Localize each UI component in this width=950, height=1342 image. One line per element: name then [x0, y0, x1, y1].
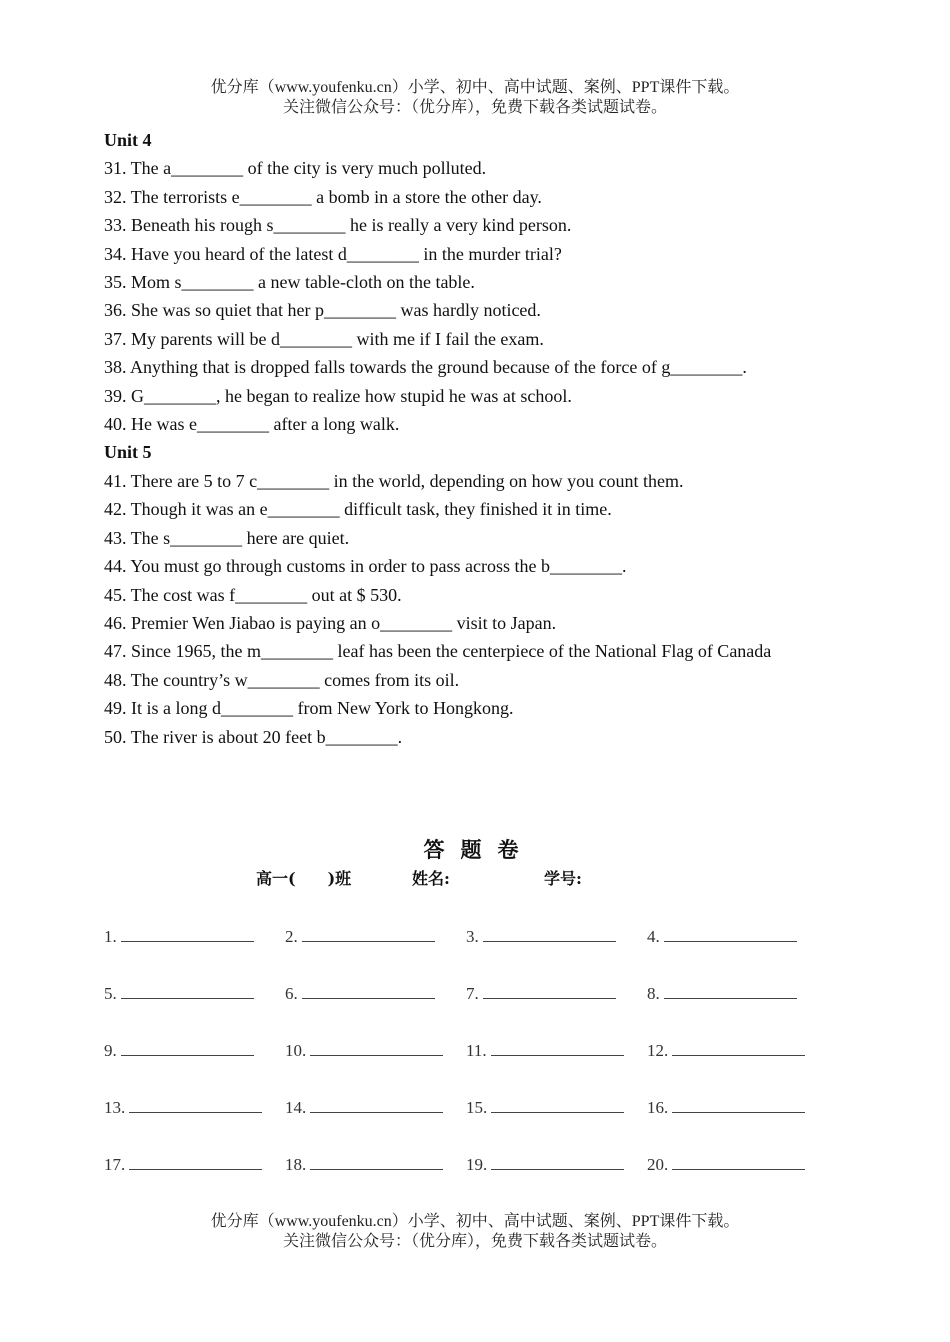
answer-blank[interactable] — [664, 925, 797, 942]
answer-number: 10. — [285, 1041, 307, 1060]
answer-blank[interactable] — [121, 925, 254, 942]
answer-blank[interactable] — [121, 1039, 254, 1056]
question-40: 40. He was e________ after a long walk. — [104, 414, 400, 435]
answer-blank[interactable] — [491, 1039, 624, 1056]
answer-number: 20. — [647, 1155, 669, 1174]
answer-number: 15. — [466, 1098, 488, 1117]
answer-blank[interactable] — [664, 982, 797, 999]
answer-number: 14. — [285, 1098, 307, 1117]
name-label: 姓名: — [412, 869, 450, 888]
answer-number: 7. — [466, 984, 479, 1003]
footer-line-1: 优分库（www.youfenku.cn）小学、初中、高中试题、案例、PPT课件下载。 — [210, 1213, 740, 1230]
answer-blank[interactable] — [483, 925, 616, 942]
answer-cell — [647, 1096, 805, 1119]
question-50: 50. The river is about 20 feet b________. — [104, 726, 403, 747]
answer-cell — [104, 1153, 262, 1176]
page-header — [0, 78, 950, 118]
answer-cell — [466, 1096, 624, 1119]
question-41: 41. There are 5 to 7 c________ in the world, depending on how you count them. — [104, 470, 684, 491]
unit-4-title: Unit 4 — [104, 130, 152, 150]
student-number-label: 学号: — [544, 869, 582, 888]
answer-cell — [285, 1039, 443, 1062]
answer-blank[interactable] — [491, 1153, 624, 1170]
answer-blank[interactable] — [310, 1153, 443, 1170]
question-31: 31. The a________ of the city is very much polluted. — [104, 158, 487, 179]
answer-blank[interactable] — [672, 1153, 805, 1170]
answer-blank[interactable] — [672, 1039, 805, 1056]
answer-number: 5. — [104, 984, 117, 1003]
question-47: 47. Since 1965, the m________ leaf has been the centerpiece of the National Flag of Canada — [104, 641, 772, 662]
answer-blank[interactable] — [672, 1096, 805, 1113]
answer-cell — [647, 925, 797, 948]
question-49: 49. It is a long d________ from New York to Hongkong. — [104, 698, 514, 719]
answer-number: 13. — [104, 1098, 126, 1117]
student-info — [256, 866, 582, 889]
answer-row — [104, 982, 824, 1039]
question-46: 46. Premier Wen Jiabao is paying an o________ visit to Japan. — [104, 612, 557, 633]
answer-blank[interactable] — [310, 1096, 443, 1113]
answer-blank[interactable] — [302, 982, 435, 999]
answer-cell — [285, 925, 435, 948]
answer-blank[interactable] — [483, 982, 616, 999]
footer-line-2: 关注微信公众号：（优分库），免费下载各类试题试卷。 — [282, 1233, 667, 1250]
question-35: 35. Mom s________ a new table-cloth on the table. — [104, 272, 475, 293]
page-footer — [0, 1212, 950, 1252]
answer-blank[interactable] — [491, 1096, 624, 1113]
answer-grid — [104, 925, 824, 1210]
question-45: 45. The cost was f________ out at $ 530. — [104, 584, 402, 605]
question-38: 38. Anything that is dropped falls towards the ground because of the force of g________. — [104, 357, 747, 378]
answer-number: 16. — [647, 1098, 669, 1117]
answer-sheet-title: 答题卷 — [423, 837, 535, 862]
answer-number: 18. — [285, 1155, 307, 1174]
answer-cell — [647, 1153, 805, 1176]
answer-number: 17. — [104, 1155, 126, 1174]
answer-row — [104, 925, 824, 982]
answer-number: 1. — [104, 927, 117, 946]
answer-number: 2. — [285, 927, 298, 946]
question-48: 48. The country’s w________ comes from its oil. — [104, 669, 460, 690]
question-42: 42. Though it was an e________ difficult task, they finished it in time. — [104, 499, 612, 520]
question-36: 36. She was so quiet that her p________ was hardly noticed. — [104, 300, 541, 321]
answer-cell — [104, 925, 254, 948]
answer-number: 9. — [104, 1041, 117, 1060]
unit-5-title: Unit 5 — [104, 442, 152, 463]
question-39: 39. G________, he began to realize how stupid he was at school. — [104, 385, 572, 406]
answer-number: 12. — [647, 1041, 669, 1060]
answer-number: 6. — [285, 984, 298, 1003]
answer-cell — [104, 1039, 254, 1062]
answer-blank[interactable] — [129, 1096, 262, 1113]
answer-cell — [466, 1039, 624, 1062]
answer-number: 4. — [647, 927, 660, 946]
question-33: 33. Beneath his rough s________ he is really a very kind person. — [104, 215, 572, 236]
answer-blank[interactable] — [302, 925, 435, 942]
answer-number: 3. — [466, 927, 479, 946]
answer-cell — [104, 1096, 262, 1119]
answer-number: 8. — [647, 984, 660, 1003]
answer-cell — [285, 982, 435, 1005]
question-37: 37. My parents will be d________ with me if I fail the exam. — [104, 328, 544, 349]
question-44: 44. You must go through customs in order to pass across the b________. — [104, 556, 627, 577]
question-34: 34. Have you heard of the latest d________ in the murder trial? — [104, 243, 562, 264]
answer-number: 11. — [466, 1041, 487, 1060]
header-line-2: 关注微信公众号：（优分库），免费下载各类试题试卷。 — [282, 99, 667, 116]
answer-cell — [647, 982, 797, 1005]
answer-row — [104, 1039, 824, 1096]
class-label: 高一( )班 — [256, 869, 352, 888]
answer-blank[interactable] — [310, 1039, 443, 1056]
answer-cell — [647, 1039, 805, 1062]
answer-cell — [466, 1153, 624, 1176]
question-32: 32. The terrorists e________ a bomb in a store the other day. — [104, 186, 542, 207]
questions-section — [104, 126, 904, 751]
question-43: 43. The s________ here are quiet. — [104, 527, 350, 548]
header-line-1: 优分库（www.youfenku.cn）小学、初中、高中试题、案例、PPT课件下载。 — [210, 79, 740, 96]
answer-cell — [466, 982, 616, 1005]
answer-number: 19. — [466, 1155, 488, 1174]
answer-cell — [104, 982, 254, 1005]
answer-cell — [466, 925, 616, 948]
answer-row — [104, 1153, 824, 1210]
answer-cell — [285, 1096, 443, 1119]
answer-blank[interactable] — [129, 1153, 262, 1170]
answer-blank[interactable] — [121, 982, 254, 999]
answer-cell — [285, 1153, 443, 1176]
answer-row — [104, 1096, 824, 1153]
